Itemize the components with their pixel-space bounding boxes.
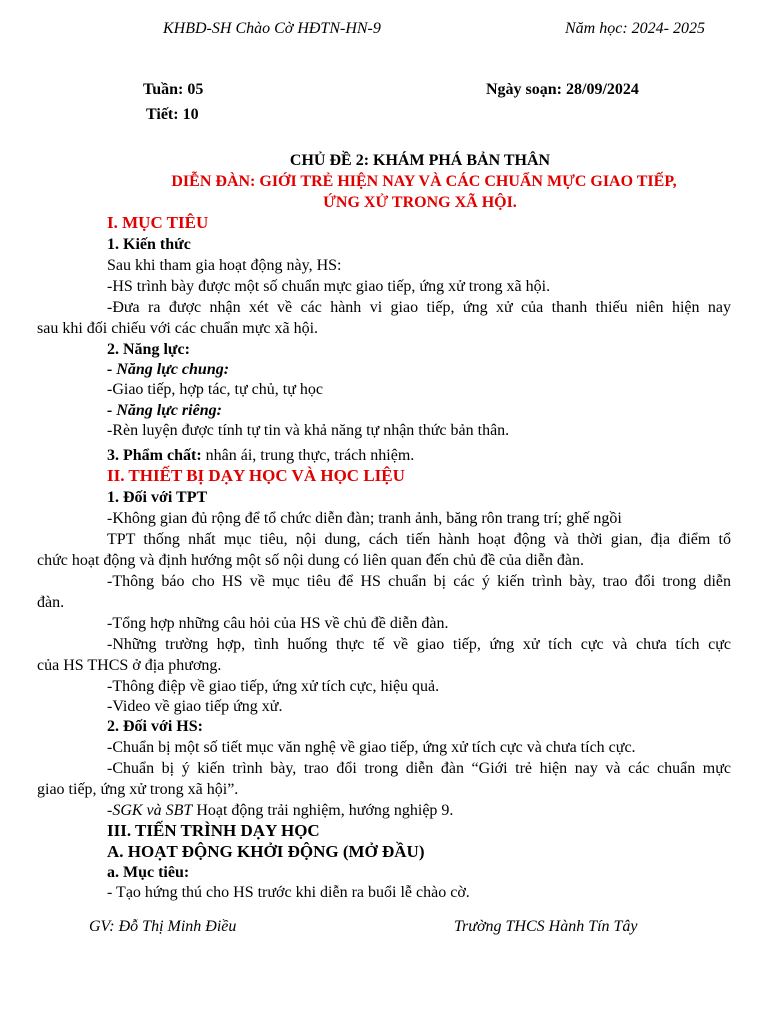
tpt-item-1: -Không gian đủ rộng để tổ chức diễn đàn; tranh ảnh, băng rôn trang trí; ghế ngồi: [107, 510, 622, 527]
knowledge-intro: Sau khi tham gia hoạt động này, HS:: [107, 257, 342, 274]
hs-item-2-line1: -Chuẩn bị ý kiến trình bày, trao đổi trong diễn đàn “Giới trẻ hiện nay và các chuẩn mực: [107, 760, 731, 777]
section-1-heading: I. MỤC TIÊU: [107, 213, 209, 232]
forum-title-line1: DIỄN ĐÀN: GIỚI TRẺ HIỆN NAY VÀ CÁC CHUẨN MỰC GIAO TIẾP,: [171, 173, 677, 190]
specific-competency-text: -Rèn luyện được tính tự tin và khả năng tự nhận thức bản thân.: [107, 422, 510, 439]
quality-text: nhân ái, trung thực, trách nhiệm.: [201, 447, 415, 464]
tpt-item-7: -Video về giao tiếp ứng xử.: [107, 698, 283, 715]
knowledge-item-2-line1: -Đưa ra được nhận xét về các hành vi giao tiếp, ứng xử của thanh thiếu niên hiện nay: [107, 299, 731, 316]
tpt-heading: 1. Đối với TPT: [107, 489, 208, 506]
hs-item-3: [107, 800, 453, 821]
quality-line: [107, 445, 414, 466]
competency-heading: 2. Năng lực:: [107, 341, 190, 358]
hs-item-1: -Chuẩn bị một số tiết mục văn nghệ về giao tiếp, ứng xử tích cực và chưa tích cực.: [107, 739, 636, 756]
tpt-item-6: -Thông điệp về giao tiếp, ứng xử tích cực, hiệu quả.: [107, 678, 440, 695]
knowledge-item-1: -HS trình bày được một số chuẩn mực giao tiếp, ứng xử trong xã hội.: [107, 278, 551, 295]
header-right: Năm học: 2024- 2025: [565, 20, 705, 37]
general-competency-text: -Giao tiếp, hợp tác, tự chủ, tự học: [107, 381, 323, 398]
week-label: Tuần: 05: [143, 81, 204, 98]
specific-competency-heading: - Năng lực riêng:: [107, 402, 222, 419]
quality-label: 3. Phẩm chất:: [107, 447, 202, 464]
forum-title-line2: ỨNG XỬ TRONG XÃ HỘI.: [323, 194, 517, 211]
general-competency-heading: - Năng lực chung:: [107, 361, 230, 378]
hs-item-2-line2: giao tiếp, ứng xử trong xã hội”.: [37, 781, 239, 798]
hs-heading: 2. Đối với HS:: [107, 718, 203, 735]
tpt-item-5-line1: -Những trường hợp, tình huống thực tế về giao tiếp, ứng xử tích cực và chưa tích cực: [107, 636, 731, 653]
goal-heading: a. Mục tiêu:: [107, 864, 190, 881]
tpt-item-2-line2: chức hoạt động và định hướng một số nội dung có liên quan đến chủ đề của diễn đàn.: [37, 552, 585, 569]
section-3-heading: III. TIẾN TRÌNH DẠY HỌC: [107, 821, 320, 840]
goal-text: - Tạo hứng thú cho HS trước khi diễn ra buổi lễ chào cờ.: [107, 884, 470, 901]
knowledge-item-2-line2: sau khi đối chiếu với các chuẩn mực xã hội.: [37, 320, 319, 337]
footer-school: Trường THCS Hành Tín Tây: [454, 918, 638, 935]
tpt-item-4: -Tổng hợp những câu hỏi của HS về chủ đề diễn đàn.: [107, 615, 449, 632]
tpt-item-3-line2: đàn.: [37, 594, 65, 611]
textbook-label: -SGK và SBT: [107, 802, 193, 819]
footer-teacher: GV: Đỗ Thị Minh Điều: [89, 918, 237, 935]
section-2-heading: II. THIẾT BỊ DẠY HỌC VÀ HỌC LIỆU: [107, 466, 405, 485]
period-label: Tiết: 10: [146, 106, 199, 123]
tpt-item-2-line1: TPT thống nhất mục tiêu, nội dung, cách tiến hành hoạt động và thời gian, địa điểm tổ: [107, 531, 731, 548]
prep-date: Ngày soạn: 28/09/2024: [486, 81, 639, 98]
tpt-item-5-line2: của HS THCS ở địa phương.: [37, 657, 222, 674]
tpt-item-3-line1: -Thông báo cho HS về mục tiêu để HS chuẩn bị các ý kiến trình bày, trao đổi trong diễn: [107, 573, 731, 590]
textbook-text: Hoạt động trải nghiệm, hướng nghiệp 9.: [192, 802, 454, 819]
activity-a-heading: A. HOẠT ĐỘNG KHỞI ĐỘNG (MỞ ĐẦU): [107, 842, 425, 861]
header-left: KHBD-SH Chào Cờ HĐTN-HN-9: [163, 20, 381, 37]
knowledge-heading: 1. Kiến thức: [107, 236, 191, 253]
topic-title: CHỦ ĐỀ 2: KHÁM PHÁ BẢN THÂN: [289, 152, 551, 169]
